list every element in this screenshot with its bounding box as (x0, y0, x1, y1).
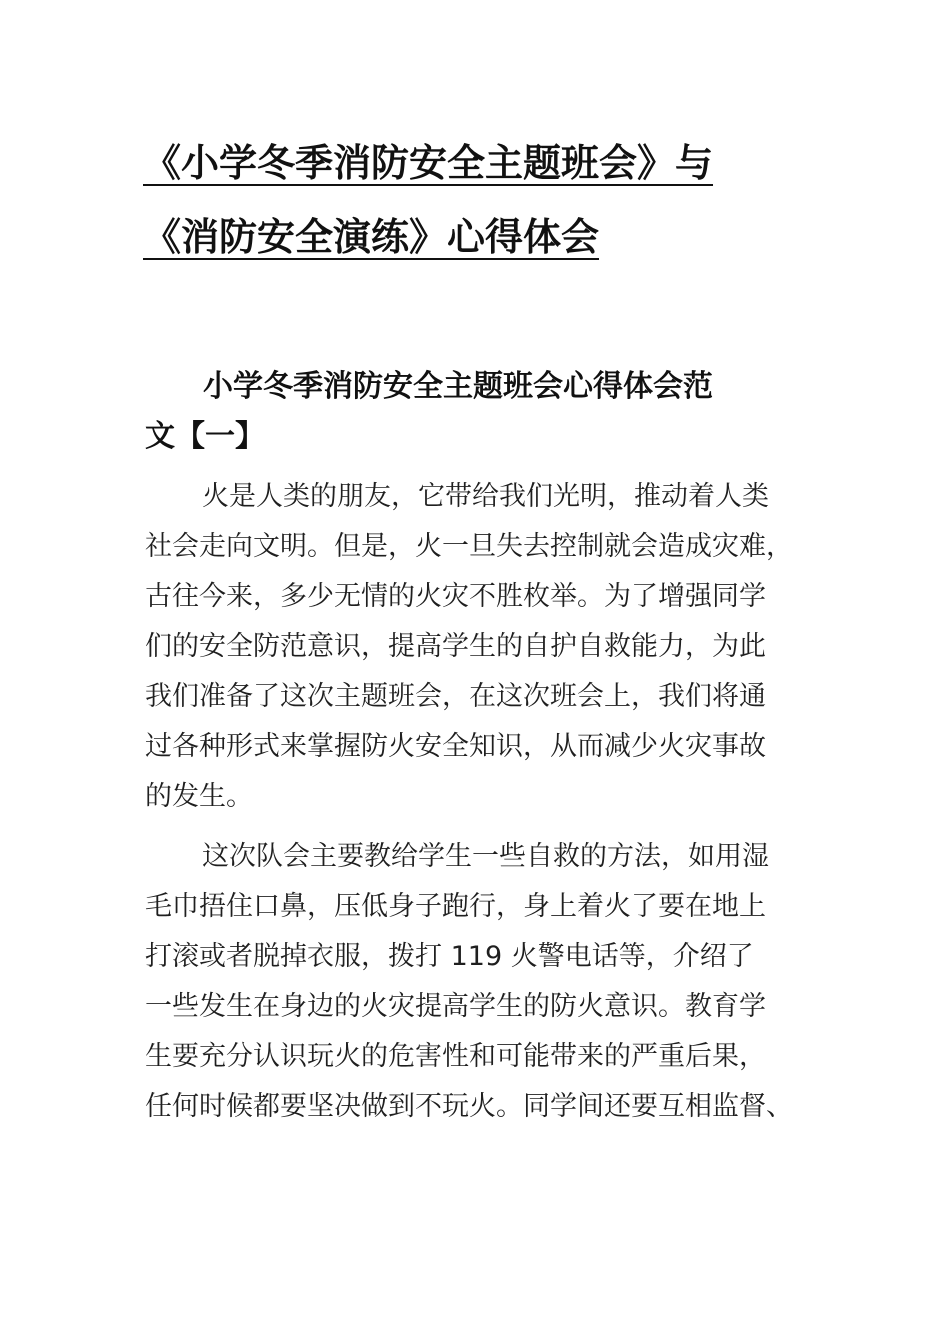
paragraph1-line-6: 过各种形式来掌握防火安全知识，从而减少火灾事故 (145, 731, 766, 762)
paragraph1-line-2: 社会走向文明。但是，火一旦失去控制就会造成灾难， (145, 531, 793, 562)
paragraph2-line-4: 一些发生在身边的火灾提高学生的防火意识。教育学 (145, 991, 766, 1022)
section-heading-line-2: 文【一】 (145, 419, 265, 454)
paragraph2-line-5: 生要充分认识玩火的危害性和可能带来的严重后果， (145, 1041, 766, 1072)
paragraph1-line-4: 们的安全防范意识，提高学生的自护自救能力，为此 (145, 631, 766, 662)
paragraph1-line-5: 我们准备了这次主题班会，在这次班会上，我们将通 (145, 681, 766, 712)
paragraph1-line-1: 火是人类的朋友，它带给我们光明，推动着人类 (202, 481, 769, 512)
paragraph2-line-2: 毛巾捂住口鼻，压低身子跑行，身上着火了要在地上 (145, 891, 766, 922)
section-heading-line-1: 小学冬季消防安全主题班会心得体会范 (203, 369, 713, 404)
paragraph1-line-3: 古往今来，多少无情的火灾不胜枚举。为了增强同学 (145, 581, 766, 612)
paragraph2-line-6: 任何时候都要坚决做到不玩火。同学间还要互相监督、 (145, 1091, 793, 1122)
paragraph2-line-3: 打滚或者脱掉衣服，拨打 119 火警电话等，介绍了 (145, 941, 754, 972)
document-title-line-1: 《小学冬季消防安全主题班会》与 (143, 141, 714, 185)
paragraph2-line-1: 这次队会主要教给学生一些自救的方法，如用湿 (202, 841, 769, 872)
document-title-line-2: 《消防安全演练》心得体会 (143, 215, 600, 259)
paragraph1-line-7: 的发生。 (145, 781, 253, 812)
